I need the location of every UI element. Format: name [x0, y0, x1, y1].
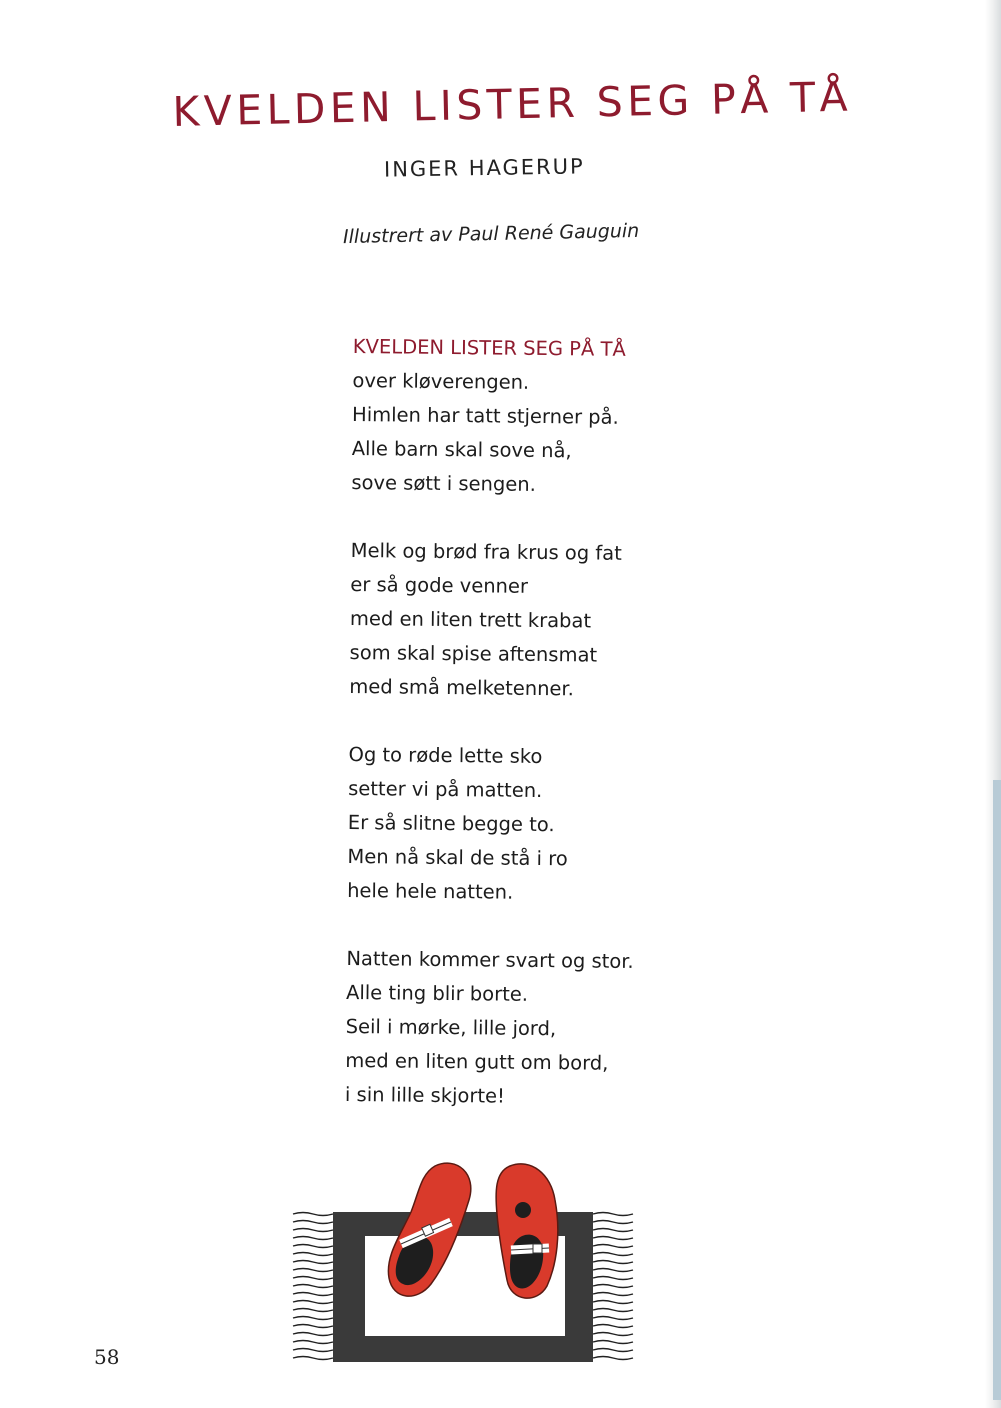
poem-line: Natten kommer svart og stor.: [346, 946, 634, 973]
poem-line: over kløverengen.: [352, 368, 530, 394]
poem-line: Alle barn skal sove nå,: [351, 436, 572, 463]
stanza: [349, 534, 771, 708]
poem-line: med en liten trett krabat: [349, 606, 592, 633]
poem-line: Himlen har tatt stjerner på.: [351, 402, 619, 429]
illustrator-credit: Illustrert av Paul René Gauguin: [342, 219, 640, 249]
poem-line: Men nå skal de stå i ro: [347, 844, 568, 871]
poem-line: sove søtt i sengen.: [351, 470, 536, 496]
stanza: [345, 942, 767, 1116]
poem-line: i sin lille skjorte!: [344, 1082, 506, 1108]
poem-body: [344, 330, 773, 1150]
poem-line: som skal spise aftensmat: [349, 640, 598, 667]
poem-line: Og to røde lette sko: [348, 742, 543, 769]
poem-line: Alle ting blir borte.: [345, 980, 529, 1006]
stanza: [351, 330, 773, 504]
poem-line: Melk og brød fra krus og fat: [350, 538, 622, 565]
poem-line: KVELDEN LISTER SEG PÅ TÅ: [352, 334, 626, 361]
next-page-edge: [993, 780, 1001, 1400]
page-number: 58: [94, 1345, 120, 1369]
stanza: [347, 738, 769, 912]
author-name: INGER HAGERUP: [383, 154, 585, 182]
poem-line: er så gode venner: [350, 572, 529, 598]
poem-line: med en liten gutt om bord,: [345, 1048, 609, 1075]
poem-line: setter vi på matten.: [348, 776, 543, 803]
rug-fringe-right: [593, 1213, 633, 1360]
poem-line: hele hele natten.: [347, 878, 514, 904]
poem-line: med små melketenner.: [349, 674, 575, 701]
poem-line: Er så slitne begge to.: [347, 810, 555, 837]
shoes-on-rug-icon: [285, 1152, 655, 1377]
poem-title: KVELDEN LISTER SEG PÅ TÅ: [172, 72, 853, 136]
poem-line: Seil i mørke, lille jord,: [345, 1014, 557, 1041]
rug-fringe-left: [293, 1213, 333, 1360]
